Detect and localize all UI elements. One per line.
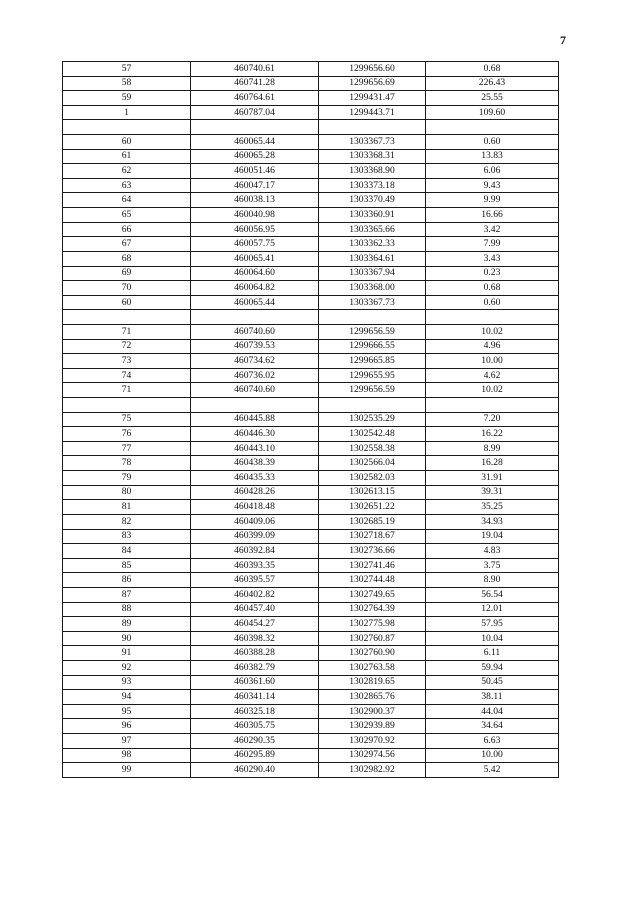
x-coordinate-cell: 460446.30 <box>191 427 319 442</box>
point-number-cell: 93 <box>63 675 191 690</box>
distance-cell: 8.90 <box>426 573 559 588</box>
y-coordinate-cell: 1303362.33 <box>319 237 426 252</box>
y-coordinate-cell: 1303370.49 <box>319 193 426 208</box>
distance-cell: 0.60 <box>426 135 559 150</box>
point-number-cell: 86 <box>63 573 191 588</box>
table-row <box>63 383 559 398</box>
y-coordinate-cell: 1302974.56 <box>319 748 426 763</box>
point-number-cell: 60 <box>63 135 191 150</box>
point-number-cell: 62 <box>63 164 191 179</box>
y-coordinate-cell: 1303373.18 <box>319 178 426 193</box>
distance-cell: 39.31 <box>426 485 559 500</box>
distance-cell: 109.60 <box>426 105 559 120</box>
distance-cell: 3.75 <box>426 558 559 573</box>
table-row <box>63 748 559 763</box>
distance-cell: 9.43 <box>426 178 559 193</box>
distance-cell: 50.45 <box>426 675 559 690</box>
table-row <box>63 441 559 456</box>
x-coordinate-cell: 460056.95 <box>191 222 319 237</box>
y-coordinate-cell: 1302982.92 <box>319 763 426 778</box>
distance-cell: 10.04 <box>426 631 559 646</box>
point-number-cell: 78 <box>63 456 191 471</box>
point-number-cell: 88 <box>63 602 191 617</box>
x-coordinate-cell: 460764.61 <box>191 91 319 106</box>
table-row <box>63 281 559 296</box>
point-number-cell: 99 <box>63 763 191 778</box>
table-row <box>63 631 559 646</box>
x-coordinate-cell <box>191 398 319 413</box>
distance-cell <box>426 398 559 413</box>
table-row <box>63 251 559 266</box>
table-row <box>63 763 559 778</box>
distance-cell: 16.66 <box>426 208 559 223</box>
x-coordinate-cell: 460443.10 <box>191 441 319 456</box>
table-row <box>63 544 559 559</box>
point-number-cell: 85 <box>63 558 191 573</box>
x-coordinate-cell: 460736.02 <box>191 368 319 383</box>
x-coordinate-cell: 460382.79 <box>191 660 319 675</box>
point-number-cell: 89 <box>63 617 191 632</box>
y-coordinate-cell: 1302763.58 <box>319 660 426 675</box>
table-row <box>63 266 559 281</box>
point-number-cell: 66 <box>63 222 191 237</box>
distance-cell: 13.83 <box>426 149 559 164</box>
point-number-cell: 79 <box>63 471 191 486</box>
x-coordinate-cell: 460445.88 <box>191 412 319 427</box>
y-coordinate-cell: 1302819.65 <box>319 675 426 690</box>
table-row <box>63 135 559 150</box>
point-number-cell: 71 <box>63 383 191 398</box>
x-coordinate-cell: 460065.44 <box>191 295 319 310</box>
distance-cell: 3.42 <box>426 222 559 237</box>
point-number-cell: 82 <box>63 514 191 529</box>
x-coordinate-cell: 460047.17 <box>191 178 319 193</box>
table-row <box>63 573 559 588</box>
distance-cell: 8.99 <box>426 441 559 456</box>
table-row <box>63 208 559 223</box>
coordinates-table <box>62 61 559 778</box>
x-coordinate-cell: 460341.14 <box>191 690 319 705</box>
point-number-cell: 72 <box>63 339 191 354</box>
x-coordinate-cell: 460438.39 <box>191 456 319 471</box>
point-number-cell: 57 <box>63 62 191 77</box>
table-row <box>63 646 559 661</box>
distance-cell: 16.28 <box>426 456 559 471</box>
point-number-cell <box>63 310 191 325</box>
x-coordinate-cell: 460064.82 <box>191 281 319 296</box>
y-coordinate-cell: 1302970.92 <box>319 734 426 749</box>
x-coordinate-cell: 460402.82 <box>191 587 319 602</box>
y-coordinate-cell: 1299656.69 <box>319 76 426 91</box>
table-row <box>63 529 559 544</box>
distance-cell: 0.23 <box>426 266 559 281</box>
table-row <box>63 587 559 602</box>
x-coordinate-cell: 460435.33 <box>191 471 319 486</box>
x-coordinate-cell: 460057.75 <box>191 237 319 252</box>
distance-cell: 10.00 <box>426 748 559 763</box>
y-coordinate-cell: 1302685.19 <box>319 514 426 529</box>
point-number-cell: 98 <box>63 748 191 763</box>
table-row <box>63 675 559 690</box>
x-coordinate-cell: 460305.75 <box>191 719 319 734</box>
y-coordinate-cell: 1303368.00 <box>319 281 426 296</box>
point-number-cell: 71 <box>63 324 191 339</box>
distance-cell: 10.00 <box>426 354 559 369</box>
y-coordinate-cell: 1302582.03 <box>319 471 426 486</box>
y-coordinate-cell: 1299656.59 <box>319 324 426 339</box>
y-coordinate-cell: 1302744.48 <box>319 573 426 588</box>
x-coordinate-cell: 460038.13 <box>191 193 319 208</box>
table-row <box>63 368 559 383</box>
distance-cell: 10.02 <box>426 383 559 398</box>
y-coordinate-cell: 1302749.65 <box>319 587 426 602</box>
x-coordinate-cell: 460787.04 <box>191 105 319 120</box>
point-number-cell: 65 <box>63 208 191 223</box>
distance-cell: 31.91 <box>426 471 559 486</box>
y-coordinate-cell: 1302760.87 <box>319 631 426 646</box>
distance-cell: 6.06 <box>426 164 559 179</box>
point-number-cell: 58 <box>63 76 191 91</box>
distance-cell: 0.60 <box>426 295 559 310</box>
table-row <box>63 237 559 252</box>
distance-cell: 6.63 <box>426 734 559 749</box>
table-row <box>63 62 559 77</box>
y-coordinate-cell: 1299656.60 <box>319 62 426 77</box>
table-row <box>63 456 559 471</box>
point-number-cell: 75 <box>63 412 191 427</box>
distance-cell: 25.55 <box>426 91 559 106</box>
distance-cell: 9.99 <box>426 193 559 208</box>
point-number-cell: 73 <box>63 354 191 369</box>
x-coordinate-cell: 460325.18 <box>191 704 319 719</box>
x-coordinate-cell: 460040.98 <box>191 208 319 223</box>
point-number-cell: 77 <box>63 441 191 456</box>
distance-cell: 10.02 <box>426 324 559 339</box>
x-coordinate-cell: 460388.28 <box>191 646 319 661</box>
y-coordinate-cell: 1302535.29 <box>319 412 426 427</box>
distance-cell: 19.04 <box>426 529 559 544</box>
table-row <box>63 339 559 354</box>
distance-cell: 34.93 <box>426 514 559 529</box>
distance-cell <box>426 120 559 135</box>
distance-cell: 5.42 <box>426 763 559 778</box>
point-number-cell: 64 <box>63 193 191 208</box>
x-coordinate-cell: 460361.60 <box>191 675 319 690</box>
distance-cell: 226.43 <box>426 76 559 91</box>
y-coordinate-cell: 1302542.48 <box>319 427 426 442</box>
table-row <box>63 719 559 734</box>
x-coordinate-cell: 460740.60 <box>191 383 319 398</box>
table-row <box>63 149 559 164</box>
y-coordinate-cell: 1302760.90 <box>319 646 426 661</box>
distance-cell: 3.43 <box>426 251 559 266</box>
y-coordinate-cell <box>319 120 426 135</box>
x-coordinate-cell: 460457.40 <box>191 602 319 617</box>
distance-cell: 0.68 <box>426 281 559 296</box>
x-coordinate-cell: 460290.40 <box>191 763 319 778</box>
y-coordinate-cell: 1299431.47 <box>319 91 426 106</box>
x-coordinate-cell: 460740.60 <box>191 324 319 339</box>
distance-cell: 4.62 <box>426 368 559 383</box>
y-coordinate-cell: 1303368.90 <box>319 164 426 179</box>
y-coordinate-cell: 1299443.71 <box>319 105 426 120</box>
distance-cell: 0.68 <box>426 62 559 77</box>
x-coordinate-cell: 460295.89 <box>191 748 319 763</box>
table-row <box>63 500 559 515</box>
y-coordinate-cell: 1302764.39 <box>319 602 426 617</box>
table-row <box>63 690 559 705</box>
y-coordinate-cell: 1303367.73 <box>319 295 426 310</box>
table-row <box>63 178 559 193</box>
y-coordinate-cell: 1299665.85 <box>319 354 426 369</box>
y-coordinate-cell: 1302900.37 <box>319 704 426 719</box>
x-coordinate-cell: 460399.09 <box>191 529 319 544</box>
table-row <box>63 324 559 339</box>
x-coordinate-cell: 460064.60 <box>191 266 319 281</box>
table-row <box>63 734 559 749</box>
point-number-cell: 91 <box>63 646 191 661</box>
table-row <box>63 602 559 617</box>
distance-cell: 7.99 <box>426 237 559 252</box>
distance-cell: 4.83 <box>426 544 559 559</box>
x-coordinate-cell: 460290.35 <box>191 734 319 749</box>
distance-cell: 6.11 <box>426 646 559 661</box>
x-coordinate-cell: 460428.26 <box>191 485 319 500</box>
point-number-cell <box>63 398 191 413</box>
point-number-cell: 70 <box>63 281 191 296</box>
y-coordinate-cell: 1303368.31 <box>319 149 426 164</box>
x-coordinate-cell: 460734.62 <box>191 354 319 369</box>
table-row <box>63 471 559 486</box>
point-number-cell: 63 <box>63 178 191 193</box>
distance-cell: 34.64 <box>426 719 559 734</box>
distance-cell: 38.11 <box>426 690 559 705</box>
point-number-cell: 83 <box>63 529 191 544</box>
table-row <box>63 76 559 91</box>
point-number-cell <box>63 120 191 135</box>
coordinates-table-body <box>63 62 559 778</box>
y-coordinate-cell <box>319 398 426 413</box>
y-coordinate-cell: 1303367.94 <box>319 266 426 281</box>
point-number-cell: 60 <box>63 295 191 310</box>
y-coordinate-cell: 1302558.38 <box>319 441 426 456</box>
x-coordinate-cell: 460065.28 <box>191 149 319 164</box>
point-number-cell: 95 <box>63 704 191 719</box>
table-row <box>63 164 559 179</box>
y-coordinate-cell: 1302741.46 <box>319 558 426 573</box>
x-coordinate-cell: 460740.61 <box>191 62 319 77</box>
table-row <box>63 193 559 208</box>
y-coordinate-cell: 1302865.76 <box>319 690 426 705</box>
y-coordinate-cell: 1302613.15 <box>319 485 426 500</box>
table-row <box>63 105 559 120</box>
table-row <box>63 222 559 237</box>
point-number-cell: 96 <box>63 719 191 734</box>
x-coordinate-cell: 460392.84 <box>191 544 319 559</box>
distance-cell: 59.94 <box>426 660 559 675</box>
table-row <box>63 485 559 500</box>
distance-cell: 4.96 <box>426 339 559 354</box>
point-number-cell: 92 <box>63 660 191 675</box>
point-number-cell: 68 <box>63 251 191 266</box>
x-coordinate-cell: 460065.44 <box>191 135 319 150</box>
point-number-cell: 61 <box>63 149 191 164</box>
x-coordinate-cell <box>191 310 319 325</box>
point-number-cell: 84 <box>63 544 191 559</box>
y-coordinate-cell: 1303364.61 <box>319 251 426 266</box>
point-number-cell: 1 <box>63 105 191 120</box>
x-coordinate-cell: 460739.53 <box>191 339 319 354</box>
y-coordinate-cell: 1303365.66 <box>319 222 426 237</box>
distance-cell: 7.20 <box>426 412 559 427</box>
point-number-cell: 81 <box>63 500 191 515</box>
x-coordinate-cell: 460395.57 <box>191 573 319 588</box>
point-number-cell: 74 <box>63 368 191 383</box>
distance-cell <box>426 310 559 325</box>
distance-cell: 56.54 <box>426 587 559 602</box>
x-coordinate-cell: 460741.28 <box>191 76 319 91</box>
point-number-cell: 67 <box>63 237 191 252</box>
y-coordinate-cell: 1299666.55 <box>319 339 426 354</box>
x-coordinate-cell: 460393.35 <box>191 558 319 573</box>
table-row <box>63 427 559 442</box>
x-coordinate-cell: 460065.41 <box>191 251 319 266</box>
table-row <box>63 398 559 413</box>
point-number-cell: 90 <box>63 631 191 646</box>
y-coordinate-cell: 1302718.67 <box>319 529 426 544</box>
point-number-cell: 80 <box>63 485 191 500</box>
x-coordinate-cell: 460454.27 <box>191 617 319 632</box>
x-coordinate-cell: 460409.06 <box>191 514 319 529</box>
table-row <box>63 704 559 719</box>
table-row <box>63 412 559 427</box>
y-coordinate-cell: 1302651.22 <box>319 500 426 515</box>
table-row <box>63 354 559 369</box>
y-coordinate-cell: 1299655.95 <box>319 368 426 383</box>
distance-cell: 44.04 <box>426 704 559 719</box>
y-coordinate-cell: 1302566.04 <box>319 456 426 471</box>
table-row <box>63 295 559 310</box>
table-row <box>63 91 559 106</box>
y-coordinate-cell: 1303367.73 <box>319 135 426 150</box>
distance-cell: 12.01 <box>426 602 559 617</box>
y-coordinate-cell <box>319 310 426 325</box>
x-coordinate-cell <box>191 120 319 135</box>
y-coordinate-cell: 1302775.98 <box>319 617 426 632</box>
point-number-cell: 97 <box>63 734 191 749</box>
distance-cell: 35.25 <box>426 500 559 515</box>
table-row <box>63 310 559 325</box>
table-row <box>63 514 559 529</box>
x-coordinate-cell: 460418.48 <box>191 500 319 515</box>
point-number-cell: 87 <box>63 587 191 602</box>
table-row <box>63 120 559 135</box>
point-number-cell: 59 <box>63 91 191 106</box>
page-number: 7 <box>560 33 566 47</box>
distance-cell: 16.22 <box>426 427 559 442</box>
y-coordinate-cell: 1302939.89 <box>319 719 426 734</box>
table-row <box>63 558 559 573</box>
distance-cell: 57.95 <box>426 617 559 632</box>
point-number-cell: 94 <box>63 690 191 705</box>
table-row <box>63 617 559 632</box>
y-coordinate-cell: 1299656.59 <box>319 383 426 398</box>
point-number-cell: 76 <box>63 427 191 442</box>
point-number-cell: 69 <box>63 266 191 281</box>
table-row <box>63 660 559 675</box>
y-coordinate-cell: 1302736.66 <box>319 544 426 559</box>
x-coordinate-cell: 460051.46 <box>191 164 319 179</box>
y-coordinate-cell: 1303360.91 <box>319 208 426 223</box>
x-coordinate-cell: 460398.32 <box>191 631 319 646</box>
